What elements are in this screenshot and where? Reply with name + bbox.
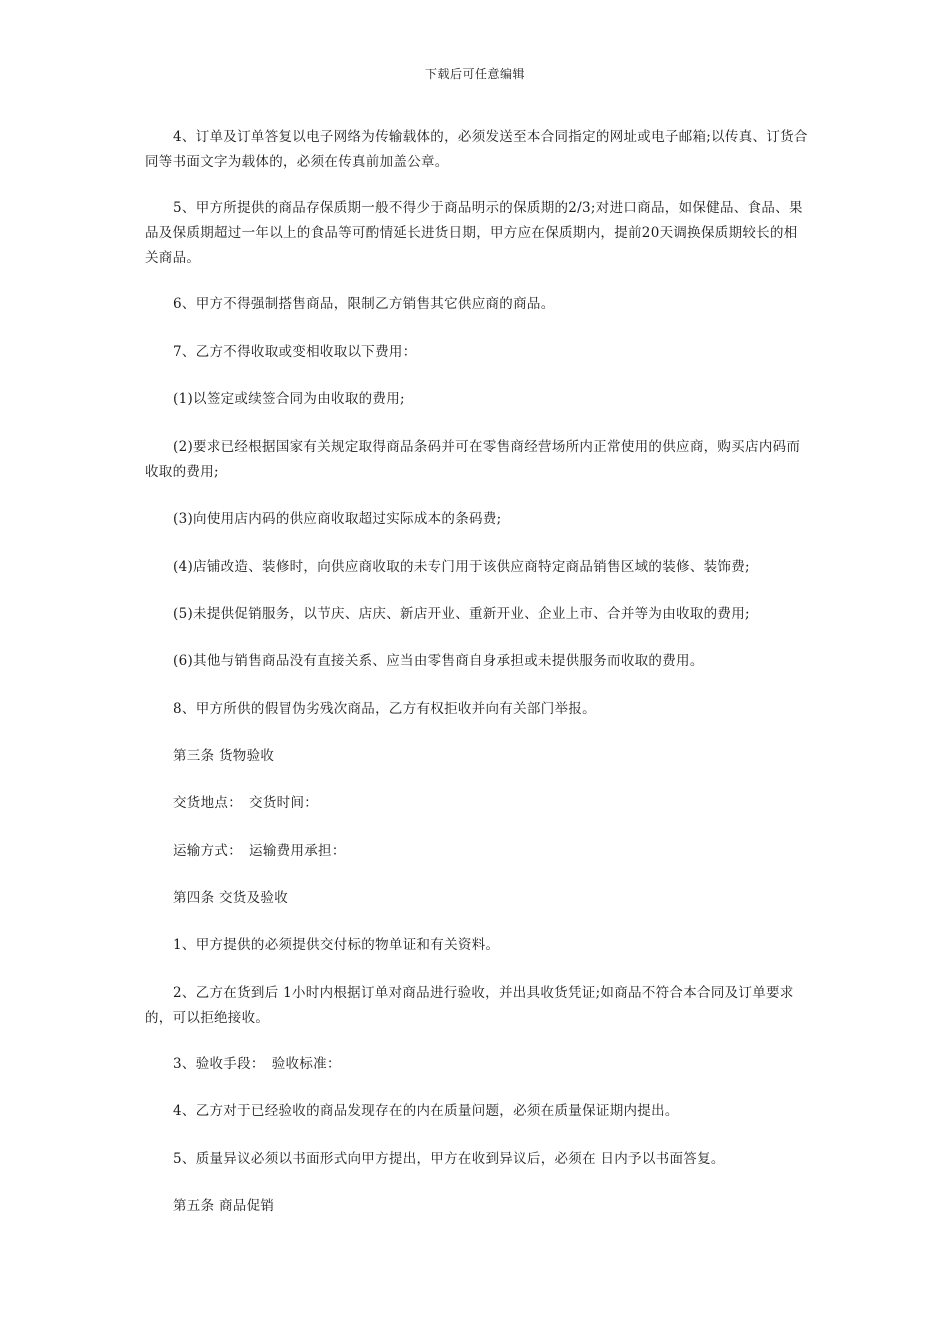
paragraph-clause-4-2: 2、乙方在货到后 1小时内根据订单对商品进行验收，并出具收货凭证;如商品不符合本合同及订单要求的，可以拒绝接收。 [145,985,794,1026]
section-heading-article-5: 第五条 商品促销 [173,1198,275,1214]
section-heading-article-4: 第四条 交货及验收 [173,890,288,906]
paragraph-clause-4-5: 5、质量异议必须以书面形式向甲方提出，甲方在收到异议后，必须在 日内予以书面答复。 [173,1151,725,1167]
paragraph-fee-item-5: (5)未提供促销服务，以节庆、店庆、新店开业、重新开业、企业上市、合并等为由收取的费用; [173,606,750,622]
paragraph-clause-2-6: 6、甲方不得强制搭售商品，限制乙方销售其它供应商的商品。 [173,296,555,312]
paragraph-clause-4-3: 3、验收手段： 验收标准： [173,1056,341,1072]
paragraph-clause-2-4: 4、订单及订单答复以电子网络为传输载体的，必须发送至本合同指定的网址或电子邮箱;以传真、订货合同等书面文字为载体的，必须在传真前加盖公章。 [145,129,808,170]
paragraph-transport-method-cost: 运输方式： 运输费用承担： [173,843,346,859]
paragraph-fee-item-1: (1)以签定或续签合同为由收取的费用; [173,391,405,407]
paragraph-fee-item-3: (3)向使用店内码的供应商收取超过实际成本的条码费; [173,511,502,527]
page-header-note: 下载后可任意编辑 [424,67,525,81]
paragraph-delivery-place-time: 交货地点： 交货时间： [173,795,319,811]
paragraph-fee-item-2: (2)要求已经根据国家有关规定取得商品条码并可在零售商经营场所内正常使用的供应商，购买店内码而收取的费用; [145,439,801,480]
paragraph-clause-2-7: 7、乙方不得收取或变相收取以下费用： [173,344,417,360]
paragraph-fee-item-6: (6)其他与销售商品没有直接关系、应当由零售商自身承担或未提供服务而收取的费用。 [173,653,704,669]
paragraph-clause-4-1: 1、甲方提供的必须提供交付标的物单证和有关资料。 [173,937,500,953]
paragraph-fee-item-4: (4)店铺改造、装修时，向供应商收取的未专门用于该供应商特定商品销售区域的装修、装饰费; [173,559,750,575]
paragraph-clause-2-8: 8、甲方所供的假冒伪劣残次商品，乙方有权拒收并向有关部门举报。 [173,701,596,717]
paragraph-clause-4-4: 4、乙方对于已经验收的商品发现存在的内在质量问题，必须在质量保证期内提出。 [173,1103,679,1119]
section-heading-article-3: 第三条 货物验收 [173,748,275,764]
paragraph-clause-2-5: 5、甲方所提供的商品存保质期一般不得少于商品明示的保质期的2/3;对进口商品，如保健品、食品、果品及保质期超过一年以上的食品等可酌情延长进货日期，甲方应在保质期内，提前20天调换保质期较长的相关商品。 [145,200,803,266]
